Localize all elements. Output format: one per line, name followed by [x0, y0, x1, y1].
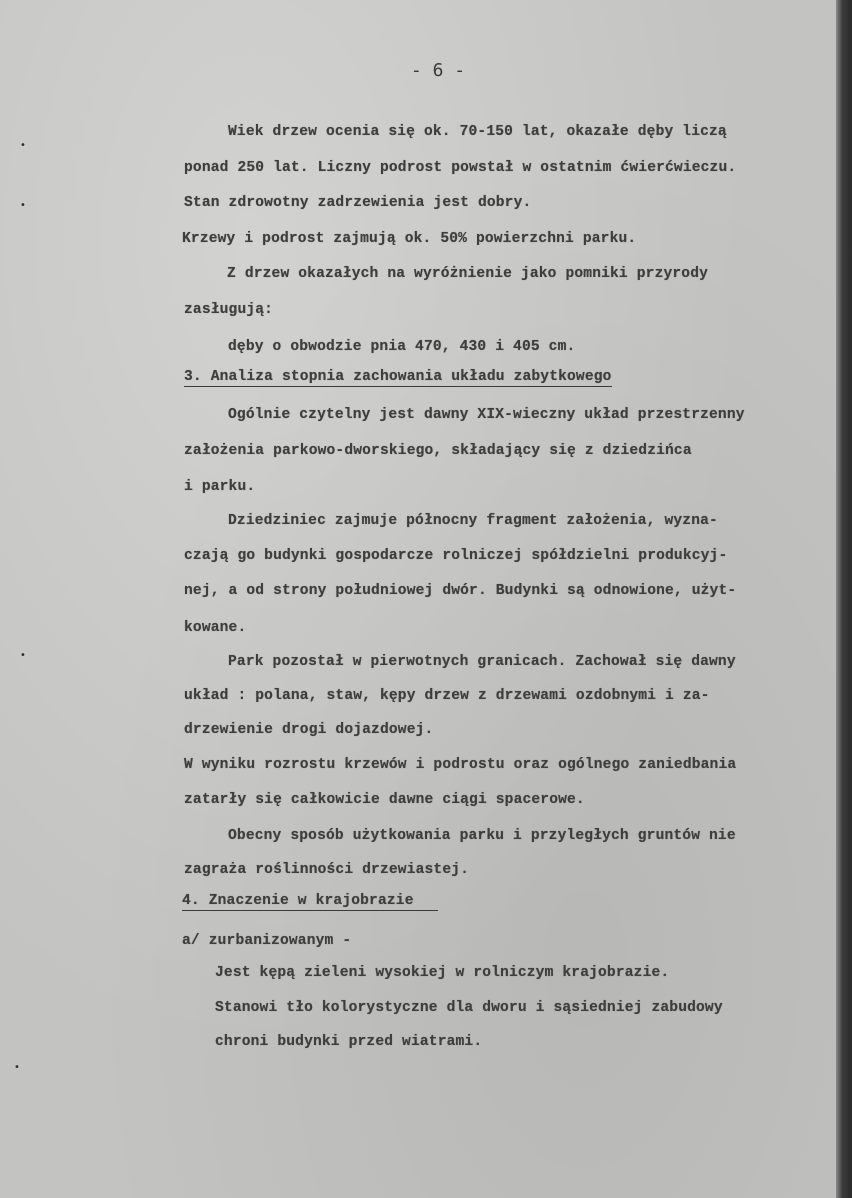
text-line: Jest kępą zieleni wysokiej w rolniczym krajobrazie. — [215, 965, 670, 981]
text-line: Krzewy i podrost zajmują ok. 50% powierzchni parku. — [182, 231, 637, 247]
text-line: Z drzew okazałych na wyróżnienie jako pomniki przyrody — [227, 266, 709, 282]
text-line: Dziedziniec zajmuje północny fragment założenia, wyzna- — [228, 513, 718, 529]
text-line: Stan zdrowotny zadrzewienia jest dobry. — [184, 195, 532, 211]
text-line: W wyniku rozrostu krzewów i podrostu oraz ogólnego zaniedbania — [184, 757, 737, 773]
text-line: Stanowi tło kolorystyczne dla dworu i sąsiedniej zabudowy — [215, 1000, 723, 1016]
margin-dot-icon: • — [20, 650, 26, 661]
text-line: Obecny sposób użytkowania parku i przyległych gruntów nie — [228, 828, 736, 844]
text-line: założenia parkowo-dworskiego, składający się z dziedzińca — [184, 443, 692, 459]
section-heading: 3. Analiza stopnia zachowania układu zabytkowego — [184, 369, 612, 385]
text-line: Park pozostał w pierwotnych granicach. Zachował się dawny — [228, 654, 736, 670]
text-line: drzewienie drogi dojazdowej. — [184, 722, 434, 738]
text-line: ponad 250 lat. Liczny podrost powstał w ostatnim ćwierćwieczu. — [184, 160, 737, 176]
text-line: czają go budynki gospodarcze rolniczej spółdzielni produkcyj- — [184, 548, 728, 564]
page-number: - 6 - — [410, 60, 466, 81]
text-line: nej, a od strony południowej dwór. Budynki są odnowione, użyt- — [184, 583, 737, 599]
margin-dot-icon: • — [20, 200, 26, 211]
section-heading: 4. Znaczenie w krajobrazie — [182, 893, 438, 911]
text-line: chroni budynki przed wiatrami. — [215, 1034, 483, 1050]
margin-dot-icon: • — [20, 140, 26, 151]
text-line: Ogólnie czytelny jest dawny XIX-wieczny układ przestrzenny — [228, 407, 745, 423]
margin-dot-icon: • — [14, 1062, 20, 1073]
scan-edge — [836, 0, 852, 1198]
text-line: i parku. — [184, 479, 256, 495]
text-line: zasługują: — [184, 302, 274, 318]
text-line: zagraża roślinności drzewiastej. — [184, 862, 470, 878]
text-line: Wiek drzew ocenia się ok. 70-150 lat, okazałe dęby liczą — [228, 124, 727, 140]
text-line: zatarły się całkowicie dawne ciągi spacerowe. — [184, 792, 585, 808]
text-line: a/ zurbanizowanym - — [182, 933, 352, 949]
text-line: kowane. — [184, 620, 247, 636]
text-line: układ : polana, staw, kępy drzew z drzewami ozdobnymi i za- — [184, 688, 710, 704]
text-line: dęby o obwodzie pnia 470, 430 i 405 cm. — [228, 339, 576, 355]
